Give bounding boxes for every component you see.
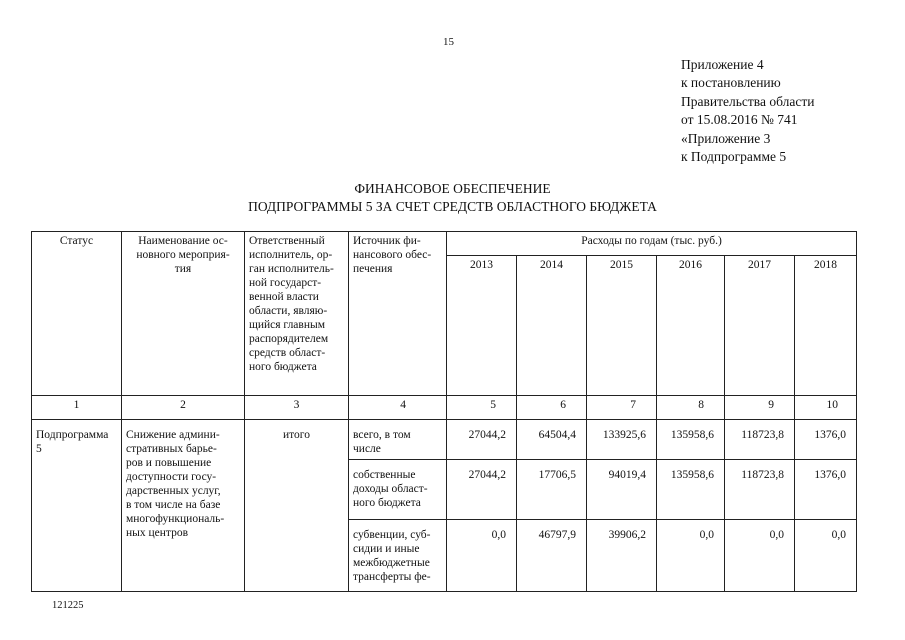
column-number: 9 xyxy=(725,396,795,420)
appendix-line: «Приложение 3 xyxy=(681,130,771,146)
executor-cell: итого xyxy=(245,420,349,592)
status-cell: Подпрограмма 5 xyxy=(32,420,122,592)
event-cell: Снижение админи- стративных барье- ров и повышение доступности госу- дарственных услуг, в том числе на базе многофункциональ- ных центров xyxy=(122,420,245,592)
column-number: 8 xyxy=(657,396,725,420)
header-expenses: Расходы по годам (тыс. руб.) xyxy=(447,232,857,256)
value-cell: 118723,8 xyxy=(725,420,795,460)
column-number: 1 xyxy=(32,396,122,420)
appendix-line: Правительства области xyxy=(681,93,815,109)
value-cell: 17706,5 xyxy=(517,460,587,520)
footer-code: 121225 xyxy=(52,600,84,611)
value-cell: 27044,2 xyxy=(447,420,517,460)
table-row xyxy=(32,420,857,460)
document-title-line2: ПОДПРОГРАММЫ 5 ЗА СЧЕТ СРЕДСТВ ОБЛАСТНОГО БЮДЖЕТА xyxy=(248,199,657,214)
column-number: 4 xyxy=(349,396,447,420)
source-cell: собственные доходы област- ного бюджета xyxy=(349,460,447,520)
value-cell: 94019,4 xyxy=(587,460,657,520)
document-title-line1: ФИНАНСОВОЕ ОБЕСПЕЧЕНИЕ xyxy=(354,181,551,196)
header-status: Статус xyxy=(32,232,122,396)
year-header: 2013 xyxy=(447,256,517,396)
value-cell: 1376,0 xyxy=(795,420,857,460)
value-cell: 46797,9 xyxy=(517,520,587,592)
value-cell: 64504,4 xyxy=(517,420,587,460)
page-number: 15 xyxy=(443,36,454,48)
value-cell: 39906,2 xyxy=(587,520,657,592)
column-numbers-row xyxy=(32,396,857,420)
column-number: 3 xyxy=(245,396,349,420)
header-source: Источник фи- нансового обес- печения xyxy=(349,232,447,396)
year-header: 2014 xyxy=(517,256,587,396)
header-event-name: Наименование ос- новного мероприя- тия xyxy=(122,232,245,396)
column-number: 10 xyxy=(795,396,857,420)
header-executor: Ответственный исполнитель, ор- ган исполнитель- ной государст- венной власти области, являю- щийся главным распорядителем средств област- ного бюджета xyxy=(245,232,349,396)
source-cell: субвенции, суб- сидии и иные межбюджетные трансферты фе- xyxy=(349,520,447,592)
value-cell: 133925,6 xyxy=(587,420,657,460)
appendix-line: Приложение 4 xyxy=(681,57,764,72)
value-cell: 0,0 xyxy=(657,520,725,592)
value-cell: 135958,6 xyxy=(657,460,725,520)
value-cell: 135958,6 xyxy=(657,420,725,460)
source-cell: всего, в том числе xyxy=(349,420,447,460)
value-cell: 0,0 xyxy=(447,520,517,592)
column-number: 5 xyxy=(447,396,517,420)
value-cell: 118723,8 xyxy=(725,460,795,520)
year-header: 2018 xyxy=(795,256,857,396)
appendix-note xyxy=(681,56,814,166)
column-number: 7 xyxy=(587,396,657,420)
value-cell: 0,0 xyxy=(725,520,795,592)
year-header: 2017 xyxy=(725,256,795,396)
column-number: 6 xyxy=(517,396,587,420)
header-row xyxy=(32,232,857,256)
appendix-line: от 15.08.2016 № 741 xyxy=(681,112,798,128)
appendix-line: к постановлению xyxy=(681,75,781,91)
value-cell: 0,0 xyxy=(795,520,857,592)
appendix-line: к Подпрограмме 5 xyxy=(681,149,787,165)
year-header: 2015 xyxy=(587,256,657,396)
column-number: 2 xyxy=(122,396,245,420)
value-cell: 27044,2 xyxy=(447,460,517,520)
year-header: 2016 xyxy=(657,256,725,396)
financing-table xyxy=(31,231,857,592)
value-cell: 1376,0 xyxy=(795,460,857,520)
